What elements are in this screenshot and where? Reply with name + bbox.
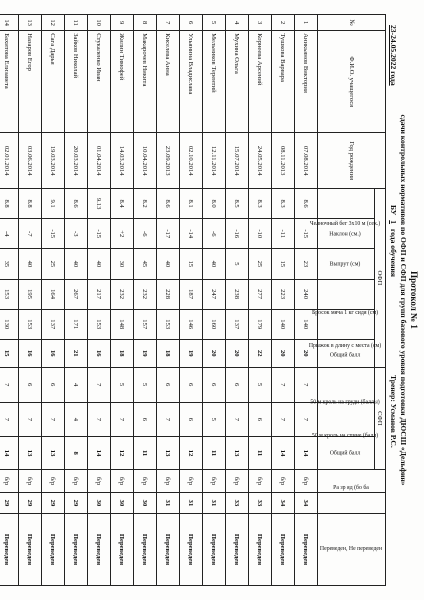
row-crawl-back: 7: [272, 402, 295, 437]
row-run: 8.3: [249, 189, 272, 219]
row-crawl-chest: 7: [272, 367, 295, 402]
row-sum: 30: [134, 493, 157, 514]
row-result: Переведен: [295, 513, 318, 585]
row-jump-up: 40: [19, 249, 42, 279]
row-ofp-total: 21: [65, 339, 88, 367]
row-num: 2: [272, 15, 295, 31]
col-sfp-total: [318, 437, 375, 469]
row-throw: 267: [65, 279, 88, 309]
row-jump-up: 23: [295, 249, 318, 279]
table-row: [42, 15, 65, 586]
table-row: [226, 15, 249, 586]
row-birth: 24.05.2014: [249, 133, 272, 189]
row-crawl-chest: 6: [19, 367, 42, 402]
row-sfp-total: 12: [111, 437, 134, 469]
row-num: 6: [180, 15, 203, 31]
row-long-jump: 137: [42, 309, 65, 339]
row-sum: 31: [180, 493, 203, 514]
col-crawl-chest-label: 50 м кроль на груди (баллы): [310, 399, 381, 406]
row-jump-up: 5: [226, 249, 249, 279]
row-ofp-total: 22: [249, 339, 272, 367]
row-long-jump: 179: [249, 309, 272, 339]
row-run: 8.0: [203, 189, 226, 219]
row-name: Киселева Анна: [157, 31, 180, 133]
row-sfp-total: 14: [88, 437, 111, 469]
row-long-jump: 153: [88, 309, 111, 339]
protocol-title: Протокол № 1: [409, 271, 419, 329]
row-jump-up: 15: [272, 249, 295, 279]
col-sum: [318, 493, 386, 514]
row-crawl-back: 7: [19, 402, 42, 437]
row-bend: -3: [65, 219, 88, 249]
group-number: 1: [389, 220, 398, 225]
row-run: 8.8: [19, 189, 42, 219]
row-rank: б/р: [0, 469, 19, 492]
row-name: Назаров Егор: [19, 31, 42, 133]
row-ofp-total: 19: [134, 339, 157, 367]
table-row: [111, 15, 134, 586]
row-bend: -17: [157, 219, 180, 249]
row-sfp-total: 14: [272, 437, 295, 469]
row-long-jump: 157: [134, 309, 157, 339]
row-result: Переведен: [0, 513, 19, 585]
row-long-jump: 153: [19, 309, 42, 339]
row-sfp-total: 11: [203, 437, 226, 469]
row-num: 13: [19, 15, 42, 31]
row-sfp-total: 13: [19, 437, 42, 469]
row-result: Переведен: [19, 513, 42, 585]
col-rank-label: Ра зр яд (бо ба: [333, 484, 369, 491]
row-jump-up: 40: [65, 249, 88, 279]
row-birth: 15.07.2014: [226, 133, 249, 189]
row-throw: 164: [42, 279, 65, 309]
row-throw: 232: [111, 279, 134, 309]
row-name: Макарочев Никита: [134, 31, 157, 133]
protocol-date: 23-24.05.2022 года: [389, 25, 398, 86]
row-jump-up: 25: [42, 249, 65, 279]
row-sfp-total: 14: [0, 437, 19, 469]
row-run: 8.6: [65, 189, 88, 219]
row-ofp-total: 20: [272, 339, 295, 367]
table-row: [295, 15, 318, 586]
table-row: [19, 15, 42, 586]
row-birth: 19.03.2014: [42, 133, 65, 189]
row-rank: б/р: [134, 469, 157, 492]
row-result: Переведен: [180, 513, 203, 585]
row-crawl-chest: 5: [249, 367, 272, 402]
row-jump-up: 40: [203, 249, 226, 279]
row-birth: 02.10.2014: [180, 133, 203, 189]
row-run: 8.3: [272, 189, 295, 219]
col-jump-up-label: Выпрут (см): [330, 261, 361, 268]
row-birth: 23.09.2013: [157, 133, 180, 189]
row-sum: 29: [42, 493, 65, 514]
row-crawl-chest: 6: [180, 367, 203, 402]
row-rank: б/р: [203, 469, 226, 492]
row-run: 8.8: [0, 189, 19, 219]
row-throw: 223: [272, 279, 295, 309]
row-result: Переведен: [157, 513, 180, 585]
row-run: 8.4: [111, 189, 134, 219]
col-name: Ф.И.О. учащегося: [318, 31, 386, 133]
row-birth: 01.04.2014: [88, 133, 111, 189]
row-run: 8.5: [226, 189, 249, 219]
row-bend: -16: [226, 219, 249, 249]
table-row: [157, 15, 180, 586]
col-throw-label: Бросок мяча 1 кг сидя (см): [312, 309, 379, 316]
row-long-jump: 140: [272, 309, 295, 339]
row-num: 4: [226, 15, 249, 31]
row-sum: 29: [65, 493, 88, 514]
row-bend: -15: [88, 219, 111, 249]
table-row: [0, 15, 19, 586]
results-body: [0, 15, 318, 586]
col-crawl-back-label: 50 м кроль на спине (балл): [312, 432, 379, 439]
row-bend: -4: [0, 219, 19, 249]
row-crawl-chest: 6: [226, 367, 249, 402]
row-sum: 30: [111, 493, 134, 514]
row-bend: -6: [203, 219, 226, 249]
row-long-jump: 160: [203, 309, 226, 339]
row-sfp-total: 13: [42, 437, 65, 469]
coach-name: Тренер: Усманов Р.С.: [389, 375, 398, 448]
row-bend: -10: [249, 219, 272, 249]
row-bend: -7: [19, 219, 42, 249]
row-ofp-total: 15: [0, 339, 19, 367]
row-throw: 238: [226, 279, 249, 309]
row-crawl-chest: 6: [157, 367, 180, 402]
row-crawl-chest: 7: [88, 367, 111, 402]
row-num: 9: [111, 15, 134, 31]
row-ofp-total: 20: [226, 339, 249, 367]
group-info: [389, 205, 398, 277]
row-run: 8.6: [157, 189, 180, 219]
row-throw: 195: [19, 279, 42, 309]
table-row: [65, 15, 88, 586]
row-name: Жилин Тимофей: [111, 31, 134, 133]
row-crawl-back: 7: [226, 402, 249, 437]
row-sfp-total: 12: [180, 437, 203, 469]
table-row: [203, 15, 226, 586]
row-crawl-chest: 6: [203, 367, 226, 402]
row-num: 12: [42, 15, 65, 31]
row-sum: 34: [295, 493, 318, 514]
row-bend: -11: [272, 219, 295, 249]
row-throw: 247: [203, 279, 226, 309]
row-jump-up: 15: [180, 249, 203, 279]
row-crawl-chest: 4: [65, 367, 88, 402]
row-num: 10: [88, 15, 111, 31]
row-crawl-back: 6: [249, 402, 272, 437]
row-ofp-total: 16: [42, 339, 65, 367]
row-long-jump: 148: [111, 309, 134, 339]
row-name: Сага Дарья: [42, 31, 65, 133]
table-row: [249, 15, 272, 586]
row-rank: б/р: [226, 469, 249, 492]
row-num: 5: [203, 15, 226, 31]
row-crawl-back: 6: [180, 402, 203, 437]
row-crawl-chest: 5: [111, 367, 134, 402]
row-sum: 29: [19, 493, 42, 514]
row-num: 11: [65, 15, 88, 31]
row-jump-up: 30: [111, 249, 134, 279]
row-sum: 31: [203, 493, 226, 514]
col-ofp-total-label: Общий балл: [330, 352, 361, 359]
table-row: [180, 15, 203, 586]
row-name: Мухина Ольга: [226, 31, 249, 133]
row-num: 7: [157, 15, 180, 31]
row-run: 8.1: [180, 189, 203, 219]
row-jump-up: 45: [134, 249, 157, 279]
row-long-jump: 171: [65, 309, 88, 339]
row-ofp-total: 19: [180, 339, 203, 367]
row-jump-up: 35: [0, 249, 19, 279]
row-crawl-back: 7: [111, 402, 134, 437]
row-name: Стукаленко Иван: [88, 31, 111, 133]
row-result: Переведен: [111, 513, 134, 585]
row-rank: б/р: [295, 469, 318, 492]
row-bend: -14: [180, 219, 203, 249]
row-sum: 29: [0, 493, 19, 514]
row-run: 8.2: [134, 189, 157, 219]
row-sfp-total: 11: [249, 437, 272, 469]
group-prefix: БУ: [389, 205, 398, 216]
row-rank: б/р: [88, 469, 111, 492]
row-sum: 34: [272, 493, 295, 514]
row-ofp-total: 16: [19, 339, 42, 367]
row-rank: б/р: [157, 469, 180, 492]
row-sfp-total: 13: [226, 437, 249, 469]
row-ofp-total: 18: [111, 339, 134, 367]
row-long-jump: 137: [226, 309, 249, 339]
row-sfp-total: 14: [295, 437, 318, 469]
row-crawl-chest: 5: [134, 367, 157, 402]
row-sfp-total: 11: [134, 437, 157, 469]
row-bend: +2: [111, 219, 134, 249]
results-table: [0, 14, 386, 586]
col-bend-label: Наклон (см.): [329, 231, 362, 238]
row-result: Переведен: [134, 513, 157, 585]
row-crawl-back: 7: [42, 402, 65, 437]
row-name: Корнеева Арсений: [249, 31, 272, 133]
row-name: Бахитова Елизавета: [0, 31, 19, 133]
row-birth: 07.08.2014: [295, 133, 318, 189]
col-long-jump-label: Прыжок в длину с места (см): [309, 342, 382, 349]
row-result: Переведен: [203, 513, 226, 585]
table-row: [88, 15, 111, 586]
row-num: 1: [295, 15, 318, 31]
row-name: Тушкова Варвара: [272, 31, 295, 133]
protocol-subtitle: сдачи контрольных нормативов по ОФП и СФП для групп базового уровня подготовки ДЮСШ «Дельфин»: [399, 114, 408, 486]
row-crawl-back: 5: [203, 402, 226, 437]
row-throw: 232: [134, 279, 157, 309]
row-crawl-back: 7: [0, 402, 19, 437]
row-name: Зайков Николай: [65, 31, 88, 133]
row-long-jump: 153: [157, 309, 180, 339]
row-run: 9.1: [42, 189, 65, 219]
col-crawl-chest: [310, 367, 381, 406]
row-jump-up: 40: [88, 249, 111, 279]
row-throw: 228: [157, 279, 180, 309]
row-crawl-back: 7: [295, 402, 318, 437]
col-num: №: [318, 15, 386, 31]
row-birth: 12.11.2014: [203, 133, 226, 189]
group-sfp: СФП: [375, 367, 386, 469]
row-run: 9.13: [88, 189, 111, 219]
row-birth: 20.03.2014: [65, 133, 88, 189]
row-jump-up: 40: [157, 249, 180, 279]
row-ofp-total: 18: [157, 339, 180, 367]
col-result: [318, 513, 386, 585]
row-name: Мельников Терентий: [203, 31, 226, 133]
row-birth: 10.04.2014: [134, 133, 157, 189]
row-rank: б/р: [19, 469, 42, 492]
row-rank: б/р: [111, 469, 134, 492]
row-result: Переведен: [65, 513, 88, 585]
table-row: [134, 15, 157, 586]
row-run: 8.6: [295, 189, 318, 219]
row-throw: 217: [88, 279, 111, 309]
row-long-jump: 140: [295, 309, 318, 339]
row-sfp-total: 8: [65, 437, 88, 469]
col-throw: [312, 279, 379, 316]
row-rank: б/р: [180, 469, 203, 492]
col-jump-up: [318, 249, 375, 279]
row-long-jump: 146: [180, 309, 203, 339]
row-bend: -15: [295, 219, 318, 249]
row-crawl-chest: 7: [0, 367, 19, 402]
row-ofp-total: 20: [295, 339, 318, 367]
row-throw: 277: [249, 279, 272, 309]
row-sfp-total: 13: [157, 437, 180, 469]
row-result: Переведен: [42, 513, 65, 585]
row-rank: б/р: [42, 469, 65, 492]
row-crawl-chest: 7: [295, 367, 318, 402]
row-jump-up: 25: [249, 249, 272, 279]
row-crawl-back: 4: [65, 402, 88, 437]
row-long-jump: 130: [0, 309, 19, 339]
row-rank: б/р: [249, 469, 272, 492]
col-birth: Год рождения: [318, 133, 386, 189]
row-rank: б/р: [272, 469, 295, 492]
row-sum: 33: [226, 493, 249, 514]
group-ofp: ОФП: [375, 189, 386, 368]
row-ofp-total: 20: [203, 339, 226, 367]
row-name: Ульянина Владислава: [180, 31, 203, 133]
col-run-label: Челночный бег 3х10 м (сек.): [310, 221, 381, 228]
row-bend: -6: [134, 219, 157, 249]
row-sum: 33: [249, 493, 272, 514]
row-sum: 30: [88, 493, 111, 514]
row-sum: 31: [157, 493, 180, 514]
row-ofp-total: 16: [88, 339, 111, 367]
row-crawl-back: 7: [157, 402, 180, 437]
row-birth: 03.06.2014: [19, 133, 42, 189]
row-result: Переведен: [272, 513, 295, 585]
row-birth: 08.11.2013: [272, 133, 295, 189]
row-num: 14: [0, 15, 19, 31]
row-result: Переведен: [226, 513, 249, 585]
row-crawl-back: 6: [134, 402, 157, 437]
row-crawl-back: 7: [88, 402, 111, 437]
table-row: [272, 15, 295, 586]
col-rank: [318, 469, 386, 492]
col-run: [310, 189, 381, 228]
row-result: Переведен: [249, 513, 272, 585]
row-num: 3: [249, 15, 272, 31]
col-result-label: Переведен, Не переведен: [319, 546, 383, 553]
row-birth: 02.01.2014: [0, 133, 19, 189]
row-name: Аникьянов Виктория: [295, 31, 318, 133]
group-suffix: года обучения: [389, 228, 398, 277]
row-throw: 153: [0, 279, 19, 309]
row-crawl-chest: 6: [42, 367, 65, 402]
row-bend: -15: [42, 219, 65, 249]
col-sfp-total-label: Общий балл: [330, 450, 361, 457]
row-rank: б/р: [65, 469, 88, 492]
row-result: Переведен: [88, 513, 111, 585]
row-num: 8: [134, 15, 157, 31]
row-birth: 14.03.2014: [111, 133, 134, 189]
row-throw: 240: [295, 279, 318, 309]
row-throw: 187: [180, 279, 203, 309]
